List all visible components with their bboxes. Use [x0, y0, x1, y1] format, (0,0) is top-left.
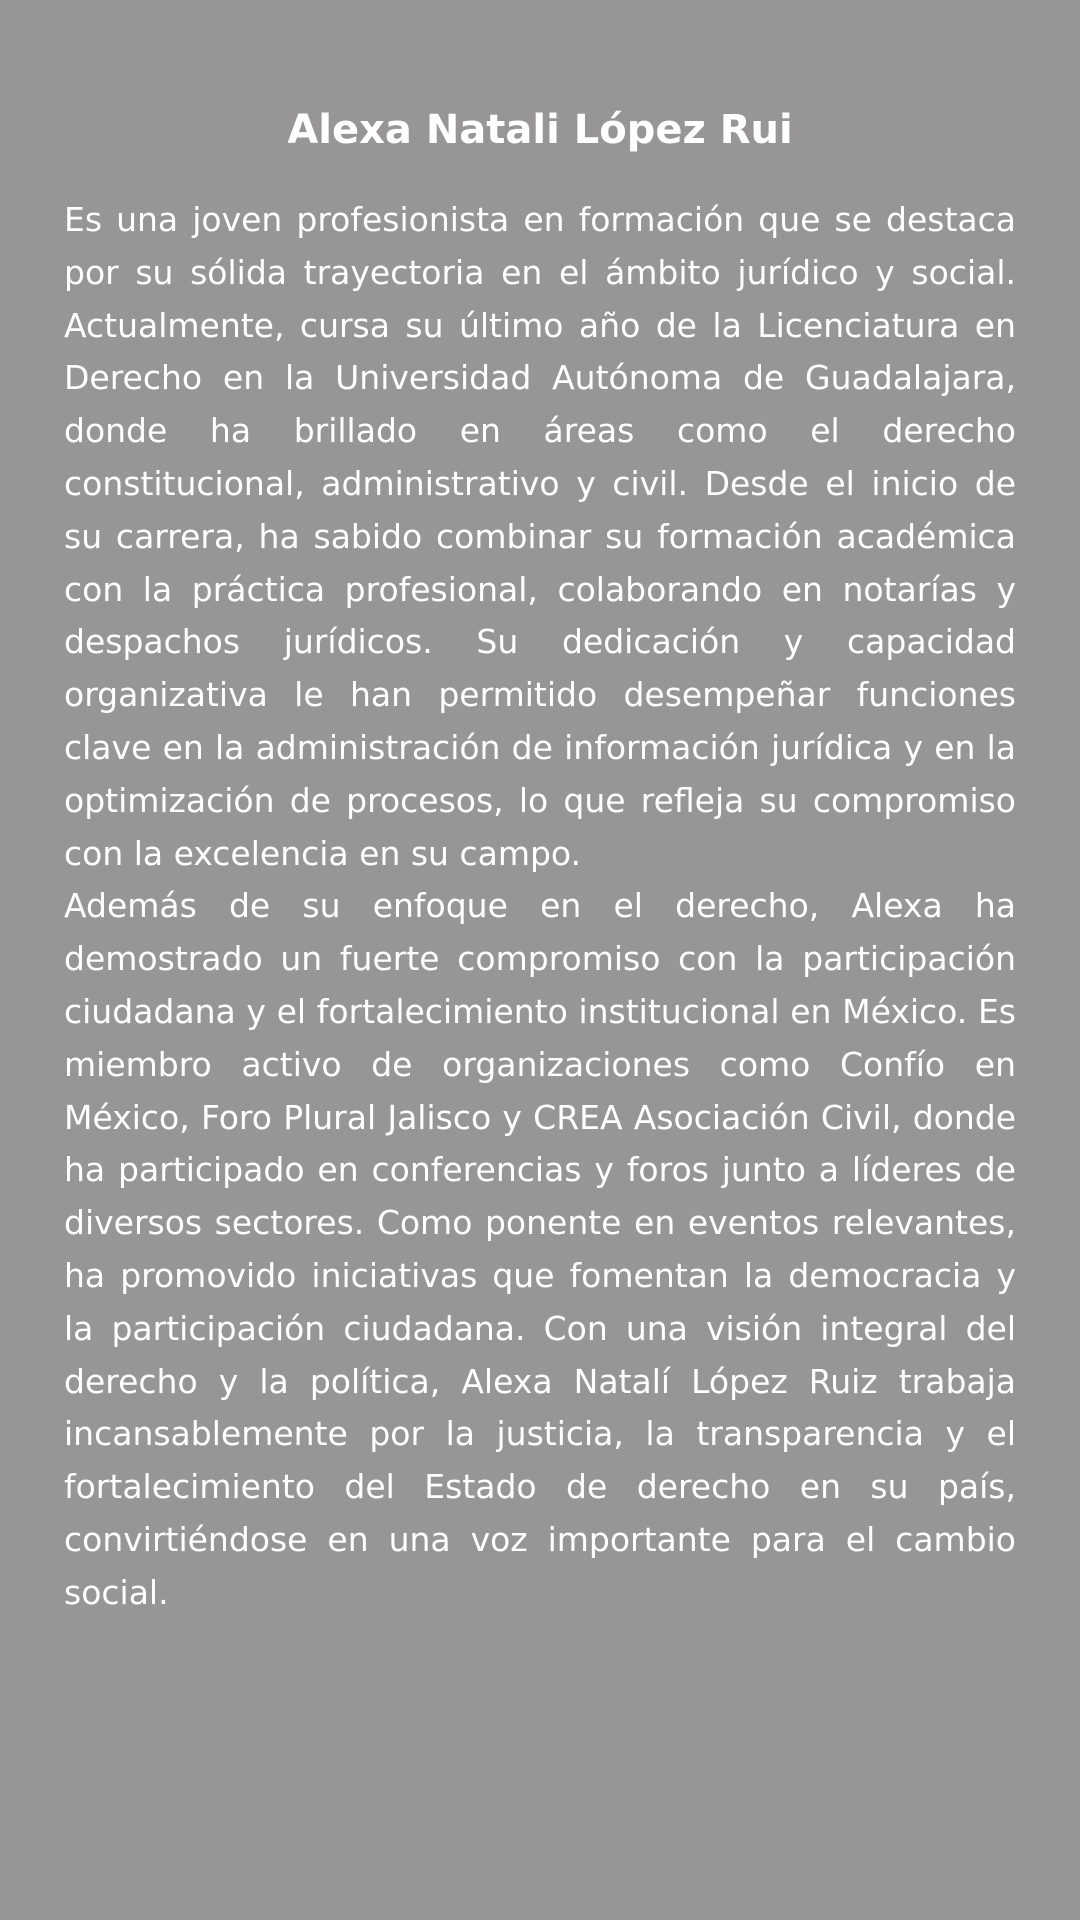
profile-name: Alexa Natali López Rui — [287, 107, 793, 153]
bio-paragraph-1: Es una joven profesionista en formación que se destaca por su sólida trayectoria en el ámbito jurídico y social. Actualmente, cursa su último año de la Licenciatura en Derecho en la Universidad Autónoma de Guadalajara, donde ha brillado en áreas como el derecho constitucional, administrativo y civil. Desde el inicio de su carrera, ha sabido combinar su formación académica con la práctica profesional, colaborando en notarías y despachos jurídicos. Su dedicación y capacidad organizativa le han permitido desempeñar funciones clave en la administración de información jurídica y en la optimización de procesos, lo que refleja su compromiso con la excelencia en su campo. — [64, 200, 1016, 873]
bio-paragraph-2: Además de su enfoque en el derecho, Alexa ha demostrado un fuerte compromiso con la participación ciudadana y el fortalecimiento institucional en México. Es miembro activo de organizaciones como Confío en México, Foro Plural Jalisco y CREA Asociación Civil, donde ha participado en conferencias y foros junto a líderes de diversos sectores. Como ponente en eventos relevantes, ha promovido iniciativas que fomentan la democracia y la participación ciudadana. Con una visión integral del derecho y la política, Alexa Natalí López Ruiz trabaja incansablemente por la justicia, la transparencia y el fortalecimiento del Estado de derecho en su país, convirtiéndose en una voz importante para el cambio social. — [64, 886, 1016, 1612]
bio-text — [64, 194, 1016, 1620]
